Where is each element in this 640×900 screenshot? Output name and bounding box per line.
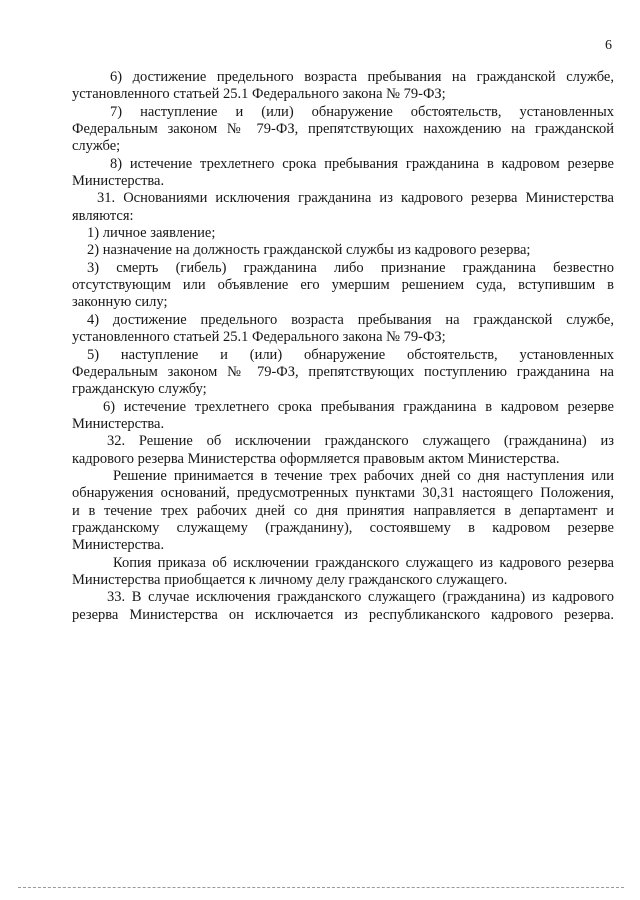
paragraph-order-copy <box>72 555 614 590</box>
paragraph-line: гражданскую службу; <box>72 381 207 398</box>
paragraph-line: службе; <box>72 138 121 155</box>
paragraph-line: установленного статьей 25.1 Федерального закона № 79-ФЗ; <box>72 329 446 346</box>
paragraph-line: кадрового резерва Министерства оформляется правовым актом Министерства. <box>72 450 560 467</box>
paragraph-item-1-application <box>72 225 614 242</box>
paragraph-line: 31. Основаниями исключения гражданина из кадрового резерва Министерства <box>97 190 614 207</box>
paragraph-33-republican-reserve <box>72 589 614 624</box>
paragraph-item-4-age-limit <box>72 312 614 347</box>
paragraph-line: Министерства приобщается к личному делу гражданского служащего. <box>72 571 508 588</box>
paragraph-line: Федеральным законом № 79-ФЗ, препятствующих нахождению на гражданской <box>72 121 614 138</box>
paragraph-line: 33. В случае исключения гражданского служащего (гражданина) из кадрового <box>107 589 614 606</box>
paragraph-line: Решение принимается в течение трех рабочих дней со дня наступления или <box>113 467 614 484</box>
paragraph-line: 6) истечение трехлетнего срока пребывания гражданина в кадровом резерве <box>103 398 614 415</box>
paragraph-decision-timing <box>72 468 614 555</box>
paragraph-31-exclusion-grounds <box>72 190 614 225</box>
paragraph-line: Министерства. <box>72 173 165 190</box>
page-bottom-edge <box>18 887 624 888</box>
paragraph-item-6-expiry <box>72 399 614 434</box>
paragraph-item-7-circumstances <box>72 104 614 156</box>
paragraph-item-8-expiry <box>72 156 614 191</box>
paragraph-line: Министерства. <box>72 537 165 554</box>
paragraph-item-3-death <box>72 260 614 312</box>
paragraph-line: 8) истечение трехлетнего срока пребывания гражданина в кадровом резерве <box>110 155 614 172</box>
paragraph-line: и в течение трех рабочих дней со дня принятия направляется в департамент и <box>72 502 614 519</box>
paragraph-item-2-appointment <box>72 242 614 259</box>
paragraph-line: отсутствующим или объявление его умершим решением суда, вступившим в <box>72 277 614 294</box>
paragraph-line: 1) личное заявление; <box>87 225 216 242</box>
paragraph-line: 32. Решение об исключении гражданского служащего (гражданина) из <box>107 433 614 450</box>
paragraph-line: 5) наступление и (или) обнаружение обстоятельств, установленных <box>87 346 614 363</box>
paragraph-line: Копия приказа об исключении гражданского служащего из кадрового резерва <box>113 554 614 571</box>
document-body <box>72 69 614 624</box>
paragraph-line: 6) достижение предельного возраста пребывания на гражданской службе, <box>110 69 614 85</box>
paragraph-line: 4) достижение предельного возраста пребывания на гражданской службе, <box>87 311 614 328</box>
paragraph-line: законную силу; <box>72 294 168 311</box>
paragraph-item-6-age-limit <box>72 69 614 104</box>
paragraph-line: Министерства. <box>72 415 165 432</box>
paragraph-32-exclusion-decision <box>72 433 614 468</box>
paragraph-line: являются: <box>72 207 134 224</box>
paragraph-line: 3) смерть (гибель) гражданина либо признание гражданина безвестно <box>87 259 614 276</box>
paragraph-line: 7) наступление и (или) обнаружение обстоятельств, установленных <box>110 103 614 120</box>
paragraph-line: Федеральным законом № 79-ФЗ, препятствующих поступлению гражданина на <box>72 363 614 380</box>
paragraph-line: гражданскому служащему (гражданину), состоявшему в кадровом резерве <box>72 519 614 536</box>
paragraph-line: обнаружения оснований, предусмотренных пунктами 30,31 настоящего Положения, <box>72 485 614 502</box>
paragraph-line: 2) назначение на должность гражданской службы из кадрового резерва; <box>87 242 531 259</box>
paragraph-line: установленного статьей 25.1 Федерального закона № 79-ФЗ; <box>72 86 446 103</box>
paragraph-line: резерва Министерства он исключается из республиканского кадрового резерва. <box>72 606 614 623</box>
page-number: 6 <box>605 38 612 53</box>
paragraph-item-5-circumstances <box>72 347 614 399</box>
